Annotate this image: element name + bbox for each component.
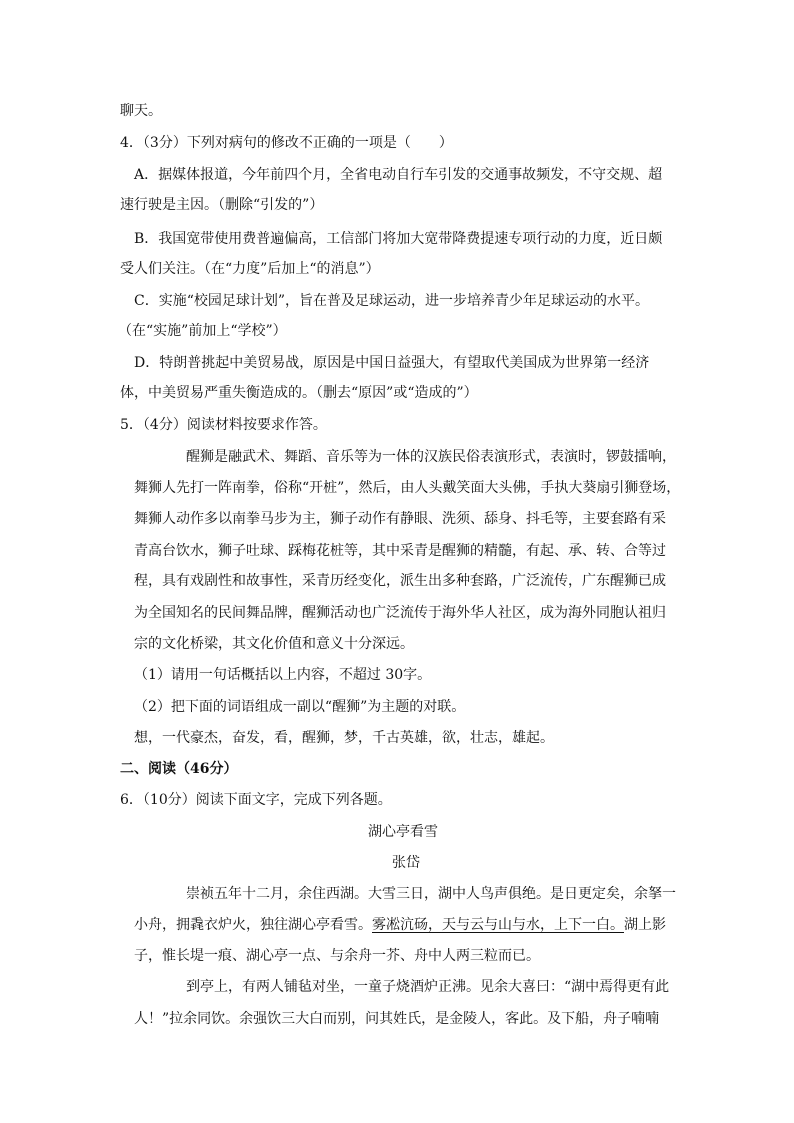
- passage-line: 青高台饮水，狮子吐球、踩梅花桩等，其中采青是醒狮的精髓，有起、承、转、合等过: [134, 543, 666, 559]
- passage-line: 舞狮人先打一阵南拳，俗称“开桩”，然后，由人头戴笑面大头佛，手执大葵扇引狮登场，: [134, 480, 681, 496]
- option-d-cont: 体，中美贸易严重失衡造成的。（删去“原因”或“造成的”）: [120, 385, 478, 401]
- question-4-stem: 4．（3分）下列对病句的修改不正确的一项是（ ）: [120, 135, 453, 151]
- option-a-cont: 速行驶是主因。（删除“引发的”）: [120, 197, 324, 213]
- option-c-cont: （在“实施”前加上“学校”）: [118, 323, 287, 339]
- question-5-stem: 5．（4分）阅读材料按要求作答。: [120, 417, 327, 433]
- essay-text: 小舟，拥毳衣炉火，独往湖心亭看雪。: [134, 917, 372, 933]
- option-c: C．实施“校园足球计划”，旨在普及足球运动，进一步培养青少年足球运动的水平。: [134, 293, 650, 309]
- passage-line: 为全国知名的民间舞品牌，醒狮活动也广泛流传于海外华人社区，成为海外同胞认祖归: [134, 605, 666, 621]
- question-6-stem: 6．（10分）阅读下面文字，完成下列各题。: [120, 792, 392, 808]
- essay-line: 子，惟长堤一痕、湖心亭一点、与余舟一芥、舟中人两三粒而已。: [134, 948, 540, 964]
- option-a: A．据媒体报道，今年前四个月，全省电动自行车引发的交通事故频发，不守交规、超: [134, 167, 663, 183]
- option-d: D．特朗普挑起中美贸易战，原因是中国日益强大，有望取代美国成为世界第一经济: [134, 355, 650, 371]
- option-b-cont: 受人们关注。（在“力度”后加上“的消息”）: [120, 261, 380, 277]
- word-list: 想，一代豪杰，奋发，看，醒狮，梦，千古英雄，欲，壮志，雄起。: [134, 730, 554, 746]
- essay-line: 崇祯五年十二月，余住西湖。大雪三日，湖中人鸟声俱绝。是日更定矣，余拏一: [186, 886, 676, 902]
- essay-line: 到亭上，有两人铺毡对坐，一童子烧酒炉正沸。见余大喜曰：“湖中焉得更有此: [186, 979, 670, 995]
- option-b: B．我国宽带使用费普遍偏高，工信部门将加大宽带降费提速专项行动的力度，近日颇: [134, 231, 663, 247]
- subquestion-1: （1）请用一句话概括以上内容，不超过 30字。: [134, 667, 432, 683]
- subquestion-2: （2）把下面的词语组成一副以“醒狮”为主题的对联。: [134, 699, 466, 715]
- text-line: 聊天。: [120, 103, 162, 119]
- passage-line: 程，具有戏剧性和故事性，采青历经变化，派生出多种套路，广泛流传，广东醒狮已成: [134, 573, 666, 589]
- section-heading: 二、阅读（46分）: [120, 761, 238, 777]
- essay-line: [134, 915, 666, 935]
- passage-line: 宗的文化桥梁，其文化价值和意义十分深远。: [134, 636, 414, 652]
- essay-text: 湖上影: [624, 917, 666, 933]
- passage-line: 醒狮是融武术、舞蹈、音乐等为一体的汉族民俗表演形式，表演时，锣鼓擂响，: [186, 449, 676, 465]
- passage-line: 舞狮人动作多以南拳马步为主，狮子动作有静眼、洗须、舔身、抖毛等，主要套路有采: [134, 511, 666, 527]
- essay-line: 人！”拉余同饮。余强饮三大白而别，问其姓氏，是金陵人，客此。及下船，舟子喃喃: [134, 1011, 660, 1027]
- poem-title: 湖心亭看雪: [368, 824, 438, 840]
- underlined-sentence: 雾凇沆砀，天与云与山与水，上下一白。: [372, 917, 624, 933]
- poem-author: 张岱: [392, 855, 420, 871]
